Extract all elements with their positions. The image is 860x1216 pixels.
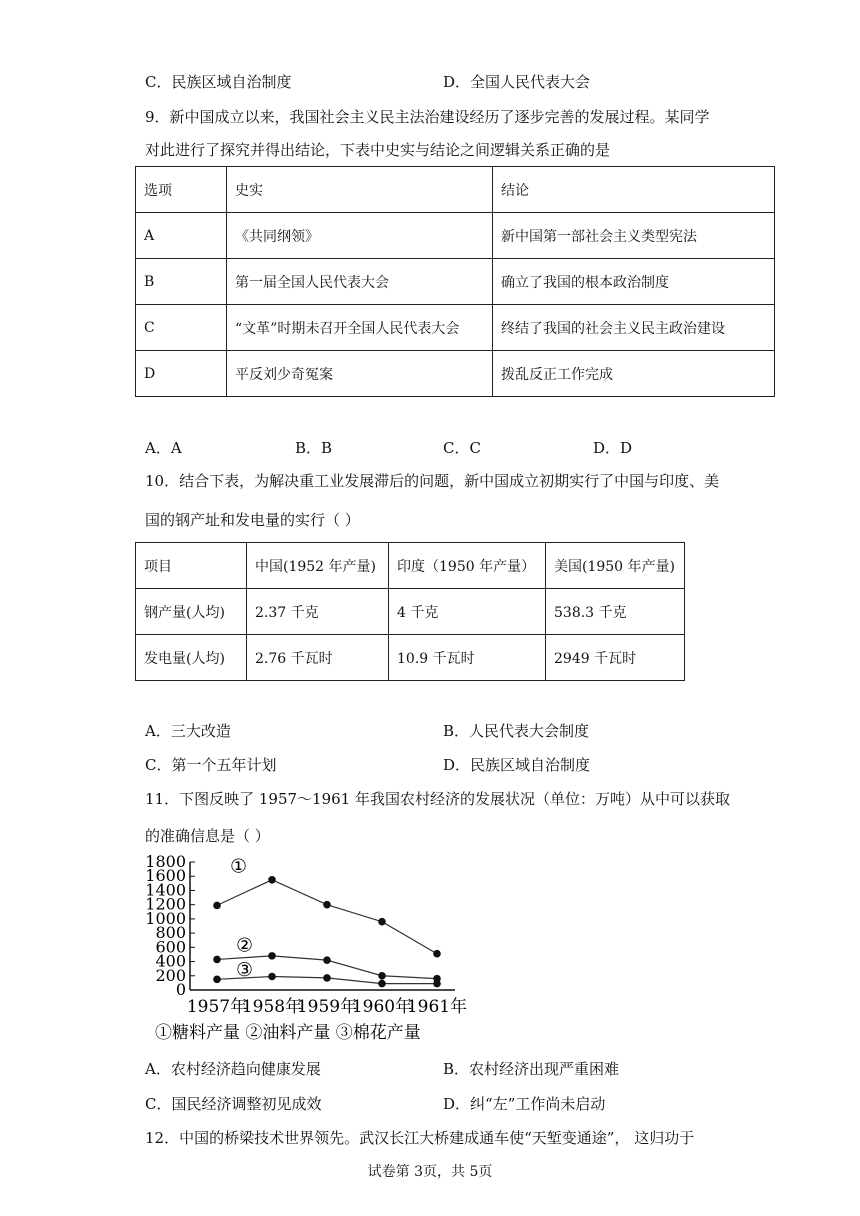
y-tick-label: 1000 bbox=[145, 908, 186, 928]
table-row bbox=[136, 305, 775, 351]
table-cell: “文革”时期未召开全国人民代表大会 bbox=[227, 305, 493, 351]
y-axis-ticks bbox=[145, 852, 195, 999]
table-cell: 《共同纲领》 bbox=[227, 213, 493, 259]
table-cell: 第一届全国人民代表大会 bbox=[227, 259, 493, 305]
table-cell: D bbox=[136, 351, 227, 397]
table-header-row bbox=[136, 167, 775, 213]
x-tick-label: 1960年 bbox=[351, 997, 413, 1017]
y-tick-label: 200 bbox=[155, 965, 186, 985]
q9-option-a: A．A bbox=[145, 439, 182, 457]
q11-option-c: C．国民经济调整初见成效 bbox=[145, 1095, 322, 1113]
y-tick-label: 0 bbox=[175, 980, 186, 999]
chart-legend: ①糖料产量 ②油料产量 ③棉花产量 bbox=[155, 1023, 421, 1043]
y-tick-label: 800 bbox=[155, 923, 186, 943]
table-cell: 2.76 千瓦时 bbox=[247, 635, 389, 681]
x-tick-label: 1959年 bbox=[296, 997, 358, 1017]
data-point bbox=[433, 950, 441, 958]
data-point bbox=[268, 952, 276, 960]
q10-option-c: C．第一个五年计划 bbox=[145, 756, 277, 774]
q8-option-c: C．民族区域自治制度 bbox=[145, 73, 292, 91]
table-header-row bbox=[136, 543, 685, 589]
x-tick-label: 1957年 bbox=[186, 997, 248, 1017]
data-point bbox=[213, 902, 221, 910]
data-point bbox=[378, 918, 386, 926]
table-cell: 钢产量(人均) bbox=[136, 589, 247, 635]
q11-option-a: A．农村经济趋向健康发展 bbox=[145, 1060, 321, 1078]
table-cell: A bbox=[136, 213, 227, 259]
q11-line-chart bbox=[135, 850, 475, 1050]
y-tick-label: 1200 bbox=[145, 894, 186, 914]
x-axis-ticks bbox=[187, 996, 467, 1017]
table-header-cell: 项目 bbox=[136, 543, 247, 589]
data-point bbox=[323, 956, 331, 964]
y-tick-label: 1600 bbox=[145, 866, 186, 886]
table-row bbox=[136, 259, 775, 305]
table-cell: 平反刘少奇冤案 bbox=[227, 351, 493, 397]
q11-stem-line1: 11．下图反映了 1957～1961 年我国农村经济的发展状况（单位：万吨）从中可以获取 bbox=[145, 790, 730, 808]
table-row bbox=[136, 351, 775, 397]
q8-option-d: D．全国人民代表大会 bbox=[443, 73, 591, 91]
q11-stem-line2: 的准确信息是（ ） bbox=[145, 827, 270, 845]
x-tick-label: 1961年 bbox=[406, 997, 468, 1017]
q10-stem-line2: 国的钢产址和发电量的实行（ ） bbox=[145, 511, 360, 529]
data-point bbox=[213, 976, 221, 984]
table-cell: 538.3 千克 bbox=[546, 589, 685, 635]
q10-option-b: B．人民代表大会制度 bbox=[443, 722, 590, 740]
q9-stem-line1: 9．新中国成立以来，我国社会主义民主法治建设经历了逐步完善的发展过程。某同学 bbox=[145, 108, 710, 126]
series-label: ③ bbox=[235, 958, 254, 981]
table-cell: 2.37 千克 bbox=[247, 589, 389, 635]
table-cell: 发电量(人均) bbox=[136, 635, 247, 681]
table-header-cell: 美国(1950 年产量) bbox=[546, 543, 685, 589]
q9-option-c: C．C bbox=[443, 439, 481, 457]
data-point bbox=[213, 956, 221, 964]
data-point bbox=[268, 973, 276, 981]
q11-option-d: D．纠“左”工作尚未启动 bbox=[443, 1095, 606, 1113]
series-layer bbox=[213, 856, 441, 988]
table-cell: 4 千克 bbox=[389, 589, 546, 635]
y-tick-label: 1400 bbox=[145, 880, 186, 900]
table-cell: C bbox=[136, 305, 227, 351]
table-cell: 2949 千瓦时 bbox=[546, 635, 685, 681]
table-cell: 终结了我国的社会主义民主政治建设 bbox=[493, 305, 775, 351]
q10-table bbox=[135, 542, 685, 681]
data-point bbox=[268, 876, 276, 884]
y-tick-label: 400 bbox=[155, 951, 186, 971]
data-point bbox=[433, 980, 441, 988]
page-footer: 试卷第 3页，共 5页 bbox=[367, 1164, 493, 1180]
q10-option-d: D．民族区域自治制度 bbox=[443, 756, 591, 774]
table-header-cell: 印度（1950 年产量） bbox=[389, 543, 546, 589]
data-point bbox=[378, 972, 386, 980]
q9-table bbox=[135, 166, 775, 397]
series-label: ② bbox=[235, 934, 254, 957]
table-header-cell: 史实 bbox=[227, 167, 493, 213]
q9-stem-line2: 对此进行了探究并得出结论，下表中史实与结论之间逻辑关系正确的是 bbox=[145, 141, 611, 159]
y-tick-label: 1800 bbox=[145, 852, 186, 871]
table-cell: 新中国第一部社会主义类型宪法 bbox=[493, 213, 775, 259]
data-point bbox=[323, 974, 331, 982]
table-header-cell: 选项 bbox=[136, 167, 227, 213]
q11-option-b: B．农村经济出现严重困难 bbox=[443, 1060, 620, 1078]
table-row bbox=[136, 213, 775, 259]
data-point bbox=[378, 980, 386, 988]
q9-option-d: D．D bbox=[593, 439, 633, 457]
q12-stem-line1: 12．中国的桥梁技术世界领先。武汉长江大桥建成通车使“天堑变通途”， 这归功于 bbox=[145, 1129, 695, 1147]
series-label: ① bbox=[229, 855, 248, 878]
data-point bbox=[323, 901, 331, 909]
table-header-cell: 结论 bbox=[493, 167, 775, 213]
q10-option-a: A．三大改造 bbox=[145, 722, 231, 740]
x-tick-label: 1958年 bbox=[241, 997, 303, 1017]
y-tick-label: 600 bbox=[155, 937, 186, 957]
table-cell: B bbox=[136, 259, 227, 305]
table-header-cell: 中国(1952 年产量) bbox=[247, 543, 389, 589]
table-cell: 10.9 千瓦时 bbox=[389, 635, 546, 681]
q10-stem-line1: 10．结合下表，为解决重工业发展滞后的问题，新中国成立初期实行了中国与印度、美 bbox=[145, 472, 720, 490]
table-row bbox=[136, 635, 685, 681]
table-cell: 拨乱反正工作完成 bbox=[493, 351, 775, 397]
q9-option-b: B．B bbox=[295, 439, 333, 457]
table-row bbox=[136, 589, 685, 635]
table-cell: 确立了我国的根本政治制度 bbox=[493, 259, 775, 305]
